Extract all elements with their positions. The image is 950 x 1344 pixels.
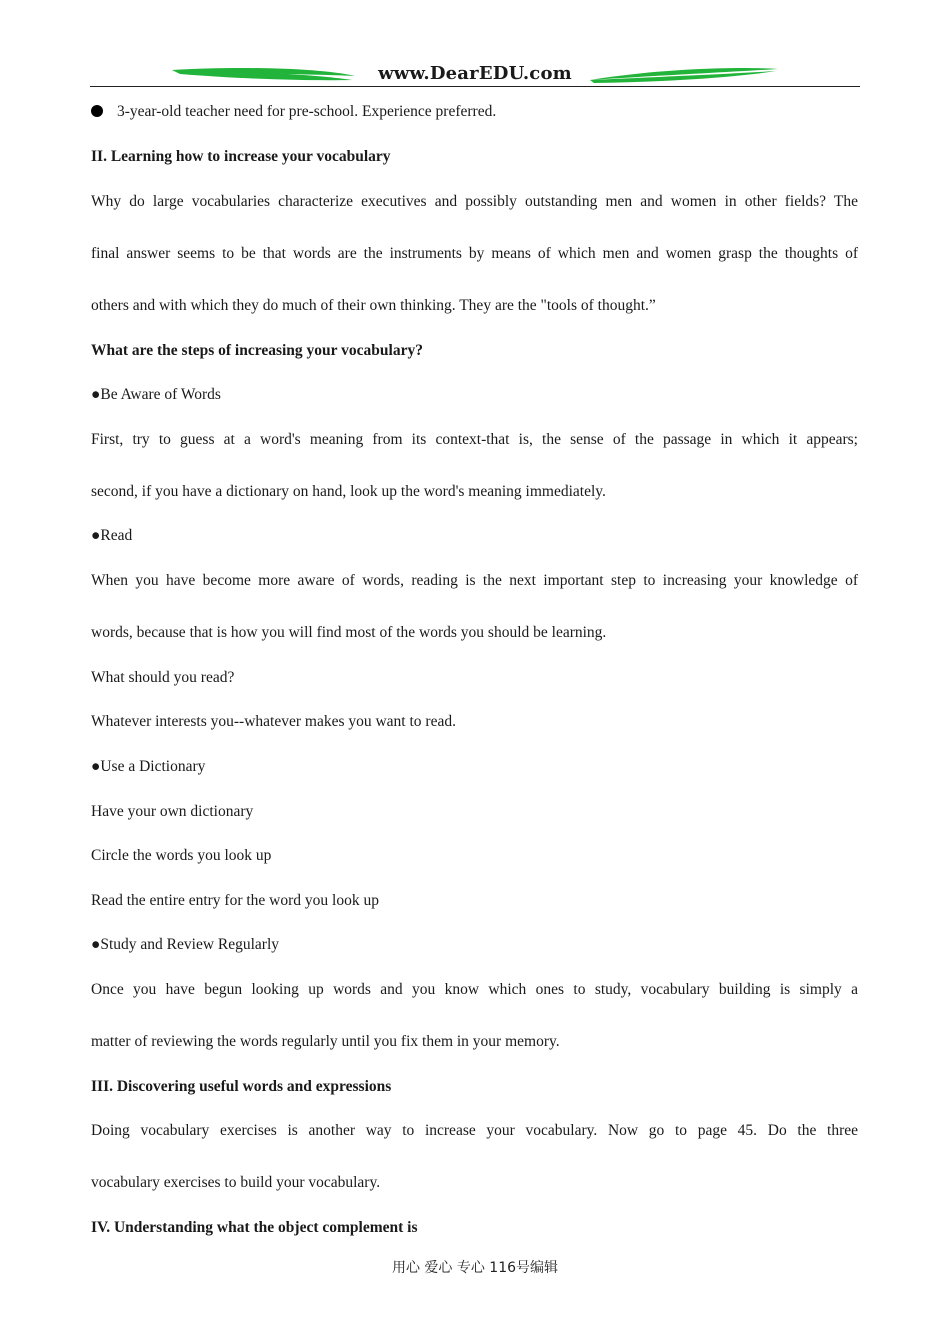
list-item: Circle the words you look up: [91, 847, 272, 864]
paragraph-line: second, if you have a dictionary on hand, look up the word's meaning immediately.: [91, 483, 606, 500]
page-header: [90, 62, 860, 88]
paragraph-line: First, try to guess at a word's meaning from its context-that is, the sense of the passage in which it appears;: [91, 431, 858, 448]
paragraph-line: Why do large vocabularies characterize executives and possibly outstanding men and women in other fields? The: [91, 193, 858, 210]
paragraph-line: Once you have begun looking up words and you know which ones to study, vocabulary building is simply a: [91, 981, 858, 998]
step-item: ●Use a Dictionary: [91, 758, 206, 775]
first-bullet-text: 3-year-old teacher need for pre-school. Experience preferred.: [117, 103, 497, 120]
paragraph-line: matter of reviewing the words regularly until you fix them in your memory.: [91, 1033, 560, 1050]
step-item: ●Read: [91, 527, 133, 544]
section-heading: IV. Understanding what the object complement is: [91, 1219, 418, 1236]
section-heading: III. Discovering useful words and expressions: [91, 1078, 392, 1095]
step-item: ●Be Aware of Words: [91, 386, 221, 403]
logo-text: www.DearEDU.com: [378, 63, 572, 84]
page-footer: 用心 爱心 专心 116号编辑: [391, 1260, 559, 1276]
paragraph-line: words, because that is how you will find most of the words you should be learning.: [91, 624, 607, 641]
paragraph-line: others and with which they do much of their own thinking. They are the "tools of thought.”: [91, 297, 656, 314]
paragraph-line: vocabulary exercises to build your vocabulary.: [91, 1174, 381, 1191]
list-item: Read the entire entry for the word you look up: [91, 892, 379, 909]
bullet-icon: [91, 105, 103, 117]
paragraph-line: When you have become more aware of words, reading is the next important step to increasing your knowledge of: [91, 572, 858, 589]
answer-text: Whatever interests you--whatever makes you want to read.: [91, 713, 456, 730]
paragraph-line: Doing vocabulary exercises is another way to increase your vocabulary. Now go to page 45. Do the three: [91, 1122, 858, 1139]
list-item: Have your own dictionary: [91, 803, 254, 820]
section-heading: II. Learning how to increase your vocabulary: [91, 148, 391, 165]
subheading: What are the steps of increasing your vocabulary?: [91, 342, 423, 359]
question-text: What should you read?: [91, 669, 235, 686]
paragraph-line: final answer seems to be that words are the instruments by means of which men and women grasp the thoughts of: [91, 245, 858, 262]
header-divider: [90, 86, 860, 87]
step-item: ●Study and Review Regularly: [91, 936, 280, 953]
list-item: [91, 100, 858, 124]
